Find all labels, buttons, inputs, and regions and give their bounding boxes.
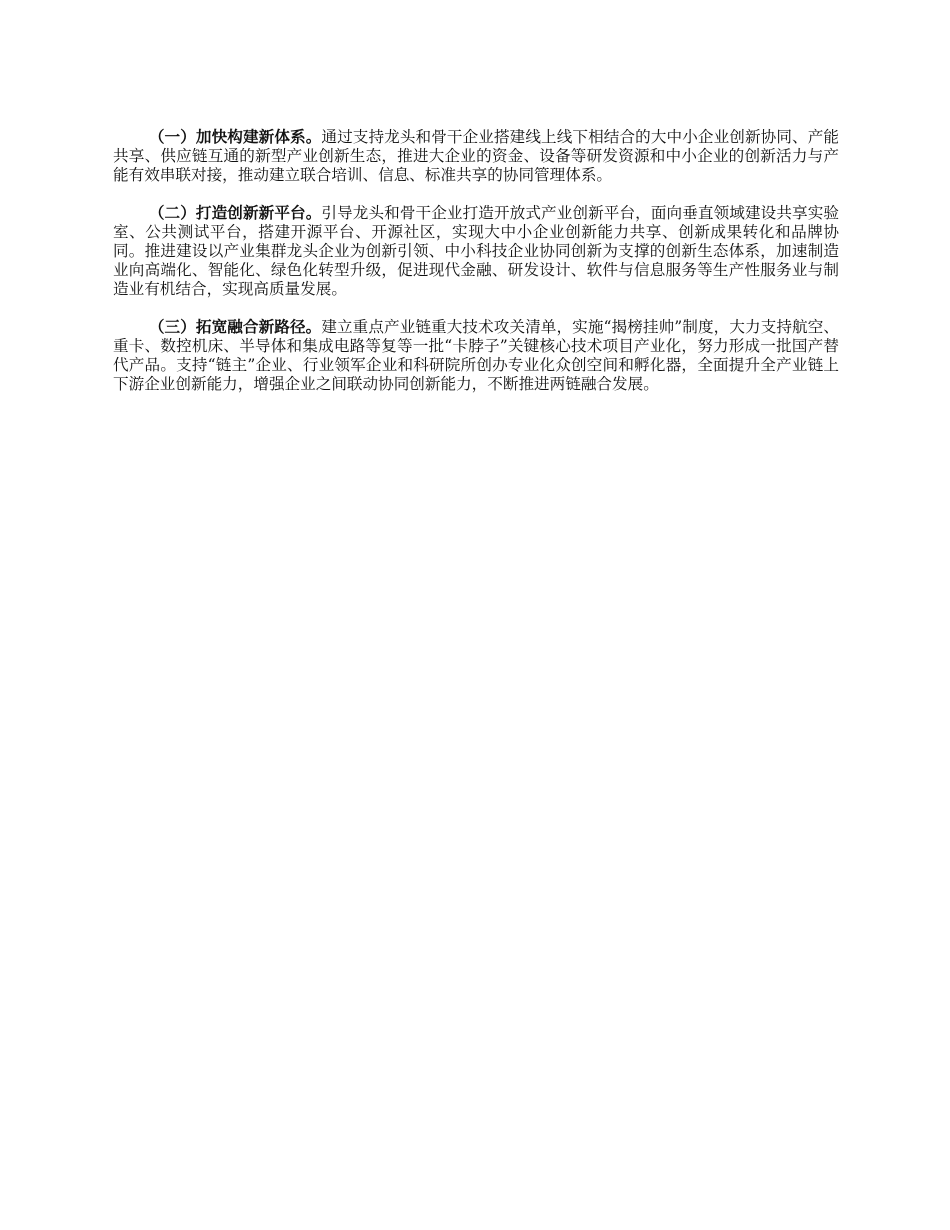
paragraph-1-heading: （一）加快构建新体系。	[148, 128, 322, 146]
paragraph-2-text: 引导龙头和骨干企业打造开放式产业创新平台，面向垂直领域建设共享实验室、公共测试平台，搭建开源平台、开源社区，实现大中小企业创新能力共享、创新成果转化和品牌协同。推进建设以产业集群龙头企业为创新引领、中小科技企业协同创新为支撑的创新生态体系，加速制造业向高端化、智能化、绿色化转型升级，促进现代金融、研发设计、软件与信息服务等生产性服务业与制造业有机结合，实现高质量发展。	[113, 204, 839, 298]
paragraph-3-heading: （三）拓宽融合新路径。	[148, 318, 322, 336]
paragraph-2-heading: （二）打造创新新平台。	[148, 204, 322, 222]
paragraph-3	[113, 318, 839, 394]
paragraph-1	[113, 128, 839, 185]
paragraph-2	[113, 204, 839, 299]
paragraph-1-text: 通过支持龙头和骨干企业搭建线上线下相结合的大中小企业创新协同、产能共享、供应链互通的新型产业创新生态，推进大企业的资金、设备等研发资源和中小企业的创新活力与产能有效串联对接，推动建立联合培训、信息、标准共享的协同管理体系。	[113, 128, 839, 184]
paragraph-3-text: 建立重点产业链重大技术攻关清单，实施“揭榜挂帅”制度，大力支持航空、重卡、数控机床、半导体和集成电路等复等一批“卡脖子”关键核心技术项目产业化，努力形成一批国产替代产品。支持“链主”企业、行业领军企业和科研院所创办专业化众创空间和孵化器，全面提升全产业链上下游企业创新能力，增强企业之间联动协同创新能力，不断推进两链融合发展。	[113, 318, 839, 393]
document-body	[113, 128, 839, 413]
